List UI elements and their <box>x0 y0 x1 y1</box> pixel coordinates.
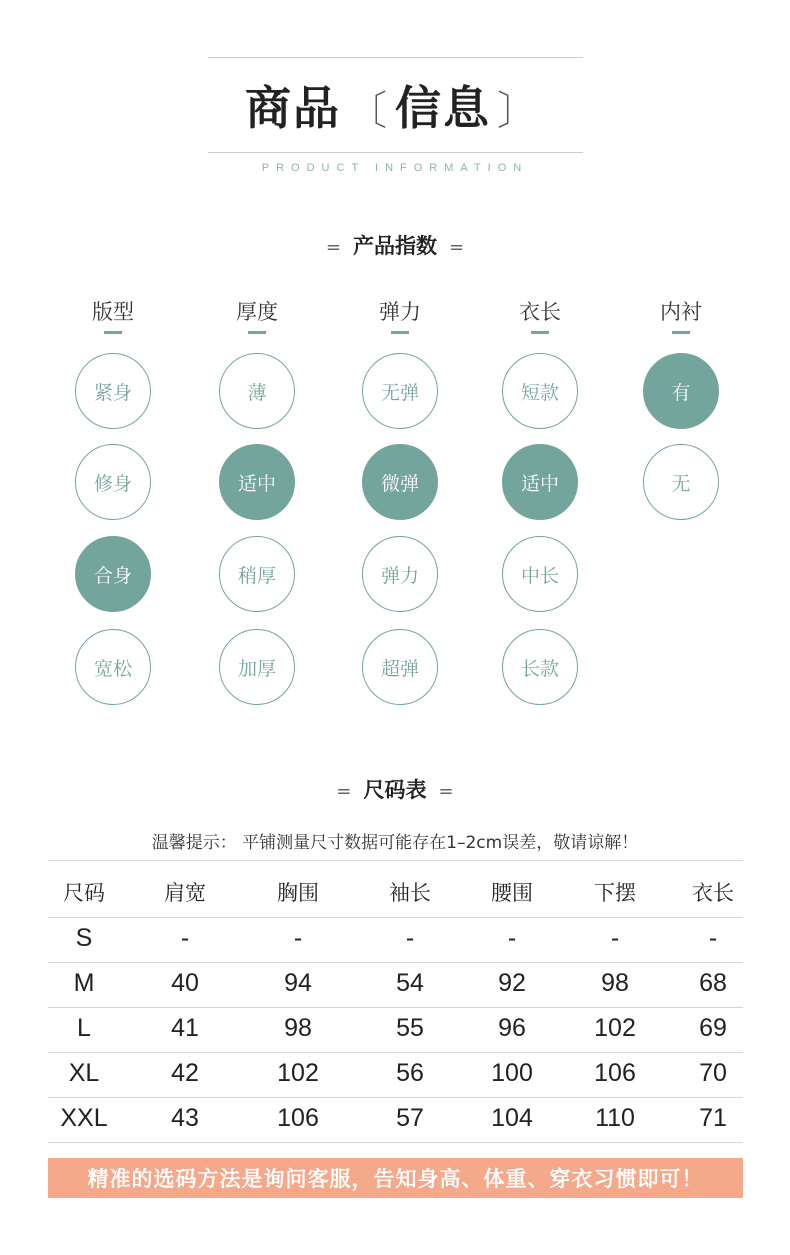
table-cell: 43 <box>171 1104 199 1132</box>
index-option-selected: 微弹 <box>362 444 438 520</box>
table-cell: 98 <box>601 969 629 997</box>
index-option: 弹力 <box>362 536 438 612</box>
index-option: 稍厚 <box>219 536 295 612</box>
deco-left: = <box>336 781 352 802</box>
table-row-rule <box>48 1052 743 1053</box>
table-header-cell: 袖长 <box>389 881 431 905</box>
table-header-cell: 肩宽 <box>164 881 206 905</box>
table-row-rule <box>48 1097 743 1098</box>
table-row-rule <box>48 1007 743 1008</box>
index-option-selected: 适中 <box>219 444 295 520</box>
table-cell: 106 <box>277 1104 319 1132</box>
table-cell: 42 <box>171 1059 199 1087</box>
table-cell: 56 <box>396 1059 424 1087</box>
table-cell: 55 <box>396 1014 424 1042</box>
table-cell: 94 <box>284 969 312 997</box>
index-column-label: 厚度 <box>236 300 278 324</box>
index-option: 长款 <box>502 629 578 705</box>
index-option: 紧身 <box>75 353 151 429</box>
measurement-tip: 温馨提示： 平铺测量尺寸数据可能存在1–2cm误差，敬请谅解！ <box>151 833 639 853</box>
index-option: 宽松 <box>75 629 151 705</box>
table-cell: 96 <box>498 1014 526 1042</box>
title-main: 商品 <box>245 81 341 135</box>
table-cell: 40 <box>171 969 199 997</box>
index-column-label: 版型 <box>92 300 134 324</box>
table-cell: 98 <box>284 1014 312 1042</box>
index-column-underline <box>248 331 266 334</box>
index-option: 超弹 <box>362 629 438 705</box>
index-column-label: 内衬 <box>660 300 702 324</box>
index-option: 无 <box>643 444 719 520</box>
index-option: 无弹 <box>362 353 438 429</box>
table-size-label: XXL <box>60 1104 108 1132</box>
table-cell: 69 <box>699 1014 727 1042</box>
index-option: 中长 <box>502 536 578 612</box>
table-header-cell: 腰围 <box>491 881 533 905</box>
page-subtitle: PRODUCT INFORMATION <box>261 162 529 174</box>
table-cell: - <box>180 924 190 952</box>
table-size-label: M <box>73 969 95 997</box>
table-cell: 100 <box>491 1059 533 1087</box>
sizing-advice-banner: 精准的选码方法是询问客服，告知身高、体重、穿衣习惯即可！ <box>48 1158 743 1198</box>
deco-right: = <box>449 237 465 258</box>
index-column-underline <box>391 331 409 334</box>
table-size-label: S <box>75 924 93 952</box>
index-column-underline <box>531 331 549 334</box>
table-cell: - <box>293 924 303 952</box>
header-bottom-rule <box>208 152 583 153</box>
title-bracket-right: 〕 <box>497 88 539 134</box>
table-top-rule <box>48 860 743 861</box>
index-option-selected: 适中 <box>502 444 578 520</box>
title-accent: 信息 <box>395 81 491 135</box>
index-column-label: 弹力 <box>379 300 421 324</box>
table-cell: 68 <box>699 969 727 997</box>
table-cell: 102 <box>594 1014 636 1042</box>
table-size-label: L <box>77 1014 91 1042</box>
table-cell: 92 <box>498 969 526 997</box>
table-row-rule <box>48 962 743 963</box>
table-header-cell: 衣长 <box>692 881 734 905</box>
table-row-rule <box>48 1142 743 1143</box>
size-section-title <box>0 774 790 804</box>
index-column-underline <box>104 331 122 334</box>
header-top-rule <box>208 57 583 58</box>
table-cell: - <box>405 924 415 952</box>
table-header-cell: 尺码 <box>63 881 105 905</box>
table-cell: - <box>610 924 620 952</box>
table-cell: - <box>708 924 718 952</box>
index-option: 修身 <box>75 444 151 520</box>
table-cell: 70 <box>699 1059 727 1087</box>
index-column-label: 衣长 <box>519 300 561 324</box>
table-size-label: XL <box>68 1059 100 1087</box>
table-cell: 57 <box>396 1104 424 1132</box>
table-header-cell: 胸围 <box>277 881 319 905</box>
indices-title-text: 产品指数 <box>353 234 437 258</box>
index-column-underline <box>672 331 690 334</box>
table-cell: 102 <box>277 1059 319 1087</box>
table-cell: 110 <box>595 1104 635 1132</box>
table-cell: 104 <box>491 1104 533 1132</box>
index-option: 加厚 <box>219 629 295 705</box>
deco-right: = <box>438 781 454 802</box>
table-cell: 54 <box>396 969 424 997</box>
title-bracket-left: 〔 <box>347 88 389 134</box>
deco-left: = <box>325 237 341 258</box>
index-option-selected: 合身 <box>75 536 151 612</box>
table-header-rule <box>48 917 743 918</box>
index-option: 短款 <box>502 353 578 429</box>
table-cell: 41 <box>171 1014 199 1042</box>
index-option-selected: 有 <box>643 353 719 429</box>
indices-section-title <box>0 230 790 260</box>
index-option: 薄 <box>219 353 295 429</box>
table-cell: - <box>507 924 517 952</box>
page-title <box>0 78 790 141</box>
table-cell: 106 <box>594 1059 636 1087</box>
size-title-text: 尺码表 <box>363 778 427 802</box>
table-header-cell: 下摆 <box>594 881 636 905</box>
table-cell: 71 <box>699 1104 727 1132</box>
